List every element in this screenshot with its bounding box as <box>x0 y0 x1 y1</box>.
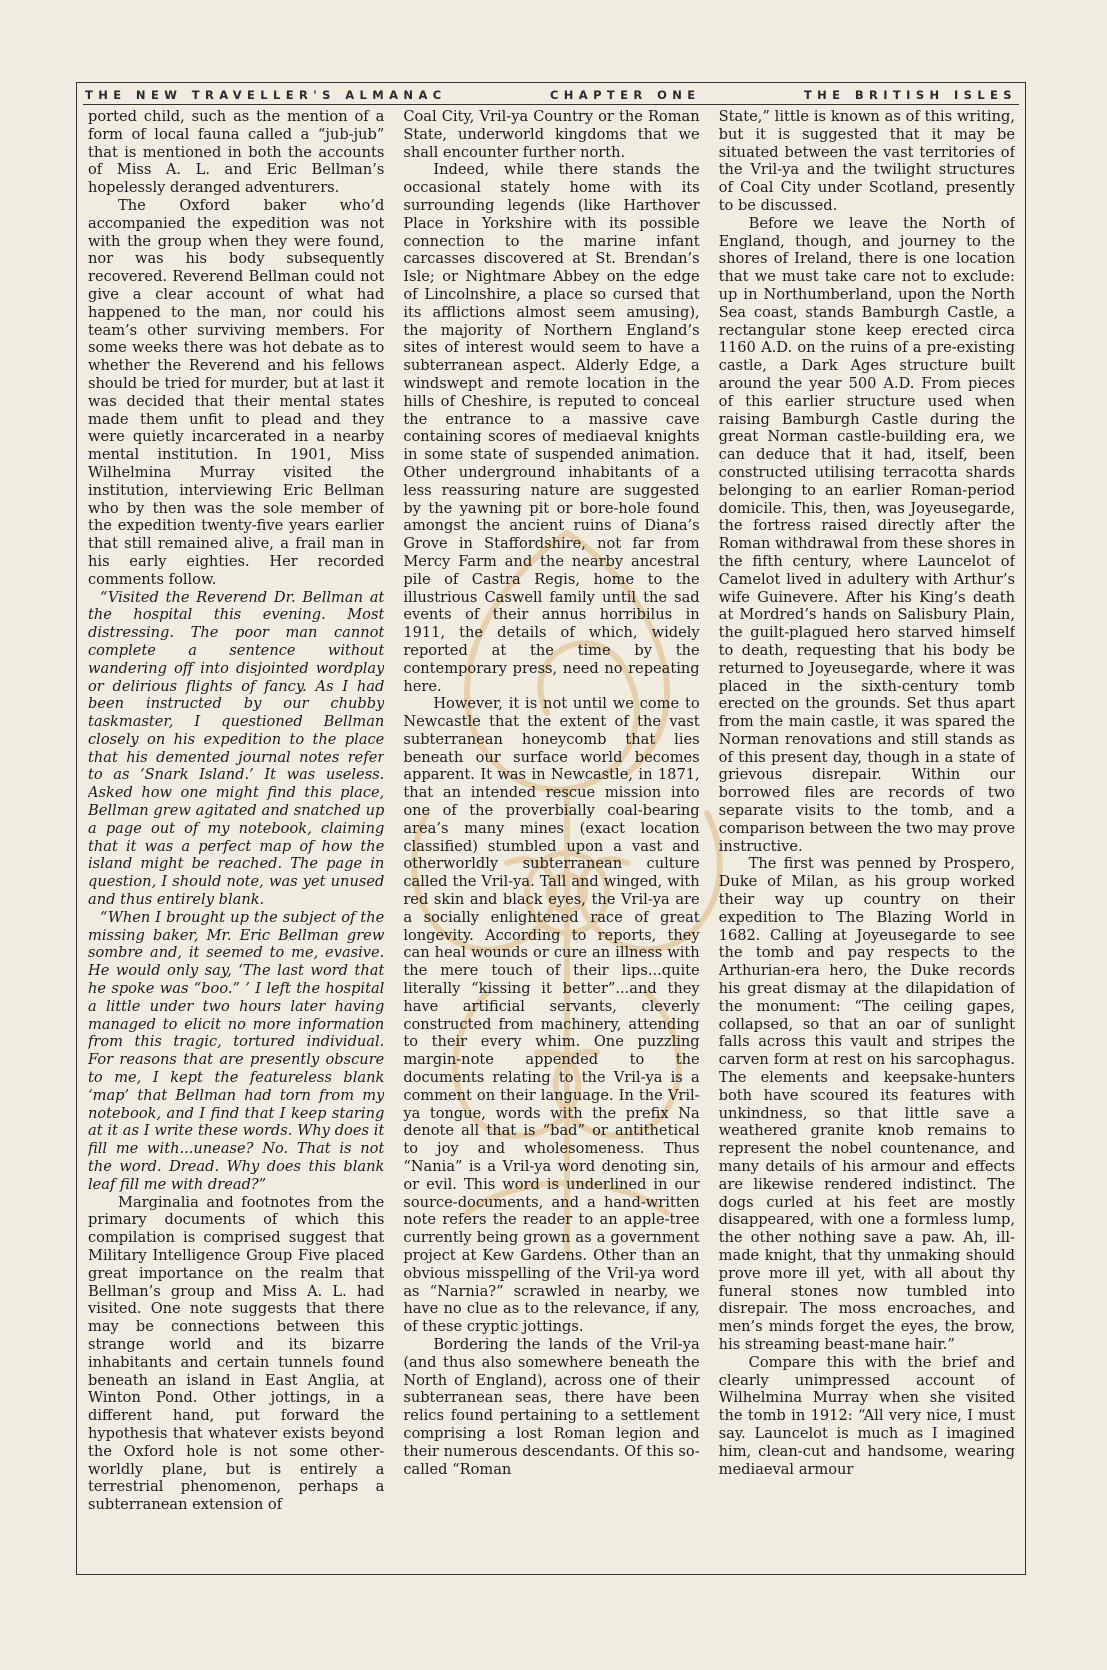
running-head-rule <box>83 104 1019 105</box>
paragraph: “Visited the Reverend Dr. Bellman at the hospital this evening. Most distressing. The poor man cannot complete a sentence without wandering off into disjointed wordplay or delirious flights of fancy. As I had been instructed by our chubby taskmaster, I questioned Bellman closely on his expedition to the place that his demented journal notes refer to as ‘Snark Island.’ It was useless. Asked how one might find this place, Bellman grew agitated and snatched up a page out of my notebook, claiming that it was a perfect map of how the island might be reached. The page in question, I should note, was yet unused and thus entirely blank. <box>88 588 385 909</box>
paragraph: Marginalia and footnotes from the primary documents of which this compilation is comprised suggest that Military Intelligence Group Five placed great importance on the realm that Bellman’s group and Miss A. L. had visited. One note suggests that there may be connections between this strange world and its bizarre inhabitants and certain tunnels found beneath an island in East Anglia, at Winton Pond. Other jottings, in a different hand, put forward the hypothesis that whatever exists beyond the Oxford hole is not some other-worldly plane, but is entirely a terrestrial phenomenon, perhaps a subterranean extension of <box>88 1193 385 1514</box>
paragraph: Compare this with the brief and clearly unimpressed account of Wilhelmina Murray when she visited the tomb in 1912: “All very nice, I must say. Launcelot is much as I imagined him, clean-cut and handsome, wearing mediaeval armour <box>718 1353 1015 1478</box>
running-head-chapter: CHAPTER ONE <box>549 87 701 102</box>
paragraph: Coal City, Vril-ya Country or the Roman State, underworld kingdoms that we shall encounter further north. <box>403 108 700 161</box>
paragraph: ported child, such as the mention of a form of local fauna called a “jub-jub” that is mentioned in both the accounts of Miss A. L. and Eric Bellman’s hopelessly deranged adventurers. <box>88 108 385 197</box>
paragraph: However, it is not until we come to Newcastle that the extent of the vast subterranean honeycomb that lies beneath our surface world becomes apparent. It was in Newcastle, in 1871, that an intended rescue mission into one of the proverbially coal-bearing area’s many mines (exact location classified) stumbled upon a vast and otherworldly subterranean culture called the Vril-ya. Tall and winged, with red skin and black eyes, the Vril-ya are a socially enlightened race of great longevity. According to reports, they can heal wounds or cure an illness with the mere touch of their lips...quite literally “kissing it better”...and they have artificial servants, cleverly constructed from machinery, attending to their every whim. One puzzling margin-note appended to the documents relating to the Vril-ya is a comment on their language. In the Vril-ya tongue, words with the prefix Na denote all that is “bad” or antithetical to joy and wholesomeness. Thus “Nania” is a Vril-ya word denoting sin, or evil. This word is underlined in our source-documents, and a hand-written note refers the reader to an apple-tree currently being grown as a government project at Kew Gardens. Other than an obvious misspelling of the Vril-ya word as “Narnia?” scrawled in nearby, we have no clue as to the relevance, if any, of these cryptic jottings. <box>403 695 700 1336</box>
page-frame <box>76 82 1026 1575</box>
column-2 <box>403 108 699 1568</box>
paragraph: The first was penned by Prospero, Duke of Milan, as his group worked their way up country on their expedition to The Blazing World in 1682. Calling at Joyeusegarde to see the tomb and pay respects to the Arthurian-era hero, the Duke records his great dismay at the dilapidation of the monument: “The ceiling gapes, collapsed, so that an oar of sunlight falls across this vault and stripes the carven form at rest on his sarcophagus. The elements and keepsake-hunters both have scoured its features with unkindness, so that little save a weathered granite knob remains to represent the nobel countenance, and many details of his armour and effects are likewise rendered indistinct. The dogs curled at his feet are mostly disappeared, with one a formless lump, the other nothing save a paw. Ah, ill-made knight, that thy unmaking should prove more ill yet, with all about thy funeral stones now tumbled into disrepair. The moss encroaches, and men’s minds forget the eyes, the brow, his streaming beast-mane hair.” <box>718 855 1015 1353</box>
paragraph: Indeed, while there stands the occasional stately home with its surrounding legends (like Harthover Place in Yorkshire with its possible connection to the marine infant carcasses discovered at St. Brendan’s Isle; or Nightmare Abbey on the edge of Lincolnshire, a place so cursed that its afflictions almost seem amusing), the majority of Northern England’s sites of interest would seem to have a subterranean aspect. Alderly Edge, a windswept and remote location in the hills of Cheshire, is reputed to conceal the entrance to a massive cave containing scores of mediaeval knights in some state of suspended animation. Other underground inhabitants of a less reassuring nature are suggested by the yawning pit or bore-hole found amongst the ancient ruins of Diana’s Grove in Staffordshire, not far from Mercy Farm and the nearby ancestral pile of Castra Regis, home to the illustrious Caswell family until the sad events of their annus horribilus in 1911, the details of which, widely reported at the time by the contemporary press, need no repeating here. <box>403 161 700 695</box>
text-columns <box>88 108 1015 1568</box>
paragraph: Bordering the lands of the Vril-ya (and thus also somewhere beneath the North of England), across one of their subterranean seas, there have been relics found pertaining to a settlement comprising a lost Roman legion and their numerous descendants. Of this so-called “Roman <box>403 1335 700 1478</box>
paragraph: The Oxford baker who’d accompanied the expedition was not with the group when they were found, nor was his body subsequently recovered. Reverend Bellman could not give a clear account of what had happened to the man, nor could his team’s other surviving members. For some weeks there was hot debate as to whether the Reverend and his fellows should be tried for murder, but at last it was decided that their mental states made them unfit to plead and they were quietly incarcerated in a nearby mental institution. In 1901, Miss Wilhelmina Murray visited the institution, interviewing Eric Bellman who by then was the sole member of the expedition twenty-five years earlier that still remained alive, a frail man in his early eighties. Her recorded comments follow. <box>88 196 385 588</box>
paragraph: Before we leave the North of England, though, and journey to the shores of Ireland, there is one location that we must take care not to exclude: up in Northumberland, upon the North Sea coast, stands Bamburgh Castle, a rectangular stone keep erected circa 1160 A.D. on the ruins of a pre-existing castle, a Dark Ages structure built around the year 500 A.D. From pieces of this earlier structure used when raising Bamburgh Castle during the great Norman castle-building era, we can deduce that it had, itself, been constructed utilising terracotta shards belonging to an earlier Roman-period domicile. This, then, was Joyeusegarde, the fortress raised directly after the Roman withdrawal from these shores in the fifth century, where Launcelot of Camelot lived in adultery with Arthur’s wife Guinevere. After his King’s death at Mordred’s hands on Salisbury Plain, the guilt-plagued hero starved himself to death, requesting that his body be returned to Joyeusegarde, where it was placed in the sixth-century tomb erected on the grounds. Set thus apart from the main castle, it was spared the Norman renovations and still stands as of this present day, though in a state of grievous disrepair. Within our borrowed files are records of two separate visits to the tomb, and a comparison between the two may prove instructive. <box>718 214 1015 855</box>
running-head <box>85 86 1017 103</box>
running-head-book-title: THE NEW TRAVELLER'S ALMANAC <box>85 87 447 102</box>
paragraph: State,” little is known as of this writing, but it is suggested that it may be situated between the vast territories of the Vril-ya and the twilight structures of Coal City under Scotland, presently to be discussed. <box>718 108 1015 214</box>
column-1 <box>88 108 384 1568</box>
running-head-section: THE BRITISH ISLES <box>803 87 1017 102</box>
column-3 <box>719 108 1015 1568</box>
paragraph: “When I brought up the subject of the missing baker, Mr. Eric Bellman grew sombre and, it seemed to me, evasive. He would only say, ‘The last word that he spoke was “boo.” ’ I left the hospital a little under two hours later having managed to elicit no more information from this tragic, tortured individual. For reasons that are presently obscure to me, I kept the featureless blank ‘map’ that Bellman had torn from my notebook, and I find that I keep staring at it as I write these words. Why does it fill me with...unease? No. That is not the word. Dread. Why does this blank leaf fill me with dread?” <box>88 908 385 1193</box>
